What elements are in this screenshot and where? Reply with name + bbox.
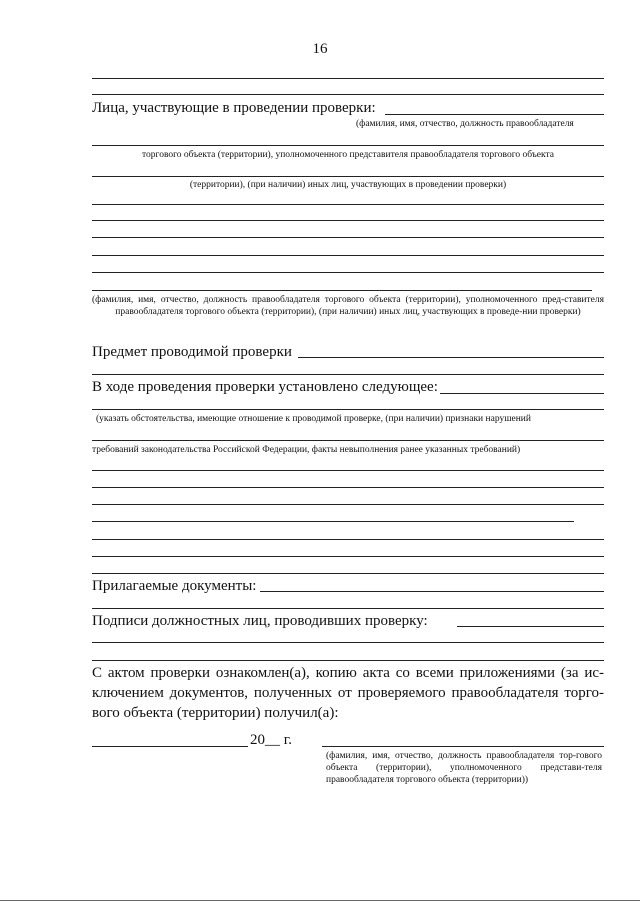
participants-hint-3: (территории), (при наличии) иных лиц, участвующих в проведении проверки) xyxy=(189,180,507,190)
blank-line[interactable] xyxy=(92,556,604,557)
subject-label: Предмет проводимой проверки xyxy=(92,344,292,360)
participants-hint-1: (фамилия, имя, отчество, должность правообладателя xyxy=(356,119,574,129)
blank-line[interactable] xyxy=(92,660,604,661)
subject-input-line[interactable] xyxy=(298,357,604,358)
blank-line[interactable] xyxy=(92,374,604,375)
blank-line[interactable] xyxy=(92,521,574,522)
blank-line[interactable] xyxy=(92,78,604,79)
acknowledgement-hint: (фамилия, имя, отчество, должность правообладателя тор-гового объекта (территории), уполномоченного представи-теля правообладателя торгового объекта (территории)) xyxy=(326,751,602,785)
blank-line[interactable] xyxy=(92,487,604,488)
findings-label: В ходе проведения проверки установлено следующее: xyxy=(92,379,438,395)
date-day-month-line[interactable] xyxy=(92,746,248,747)
date-year-text: 20__ г. xyxy=(250,732,292,748)
acknowledgement-text: С актом проверки ознакомлен(а), копию акта со всеми приложениями (за ис-ключением документов, полученных от проверяемого правообладателя торго-вого объекта (территории) получил(а): xyxy=(92,665,604,721)
participants-input-line[interactable] xyxy=(385,114,604,115)
blank-line[interactable] xyxy=(92,272,604,273)
blank-line[interactable] xyxy=(92,539,604,540)
blank-line[interactable] xyxy=(92,94,604,95)
findings-hint-1: (указать обстоятельства, имеющие отношение к проводимой проверке, (при наличии) признаки нарушений xyxy=(96,414,531,424)
participants-label: Лица, участвующие в проведении проверки: xyxy=(92,100,376,116)
findings-input-line[interactable] xyxy=(440,393,604,394)
attachments-input-line[interactable] xyxy=(260,591,604,592)
participants-hint-block: (фамилия, имя, отчество, должность правообладателя торгового объекта (территории), уполномоченного пред-ставителя правообладателя торгового объекта (территории), (при наличии) иных лиц, участвующих в проведе-нии проверки) xyxy=(92,295,604,317)
findings-hint-2: требований законодательства Российской Федерации, факты невыполнения ранее указанных требований) xyxy=(92,445,521,455)
blank-line[interactable] xyxy=(92,290,592,291)
blank-line[interactable] xyxy=(92,409,604,410)
participants-hint-2: торгового объекта (территории), уполномоченного представителя правообладателя торгового объекта xyxy=(142,150,554,160)
page-bottom-edge xyxy=(0,900,640,901)
acknowledgement-signature-line[interactable] xyxy=(322,746,604,747)
blank-line[interactable] xyxy=(92,470,604,471)
blank-line[interactable] xyxy=(92,204,604,205)
blank-line[interactable] xyxy=(92,220,604,221)
signatures-label: Подписи должностных лиц, проводивших проверку: xyxy=(92,613,428,629)
blank-line[interactable] xyxy=(92,573,604,574)
blank-line[interactable] xyxy=(92,642,604,643)
signatures-input-line[interactable] xyxy=(457,626,604,627)
page-number: 16 xyxy=(312,41,328,57)
blank-line[interactable] xyxy=(92,255,604,256)
blank-line[interactable] xyxy=(92,608,604,609)
blank-line[interactable] xyxy=(92,504,604,505)
attachments-label: Прилагаемые документы: xyxy=(92,578,257,594)
blank-line[interactable] xyxy=(92,145,604,146)
blank-line[interactable] xyxy=(92,176,604,177)
blank-line[interactable] xyxy=(92,237,604,238)
blank-line[interactable] xyxy=(92,440,604,441)
